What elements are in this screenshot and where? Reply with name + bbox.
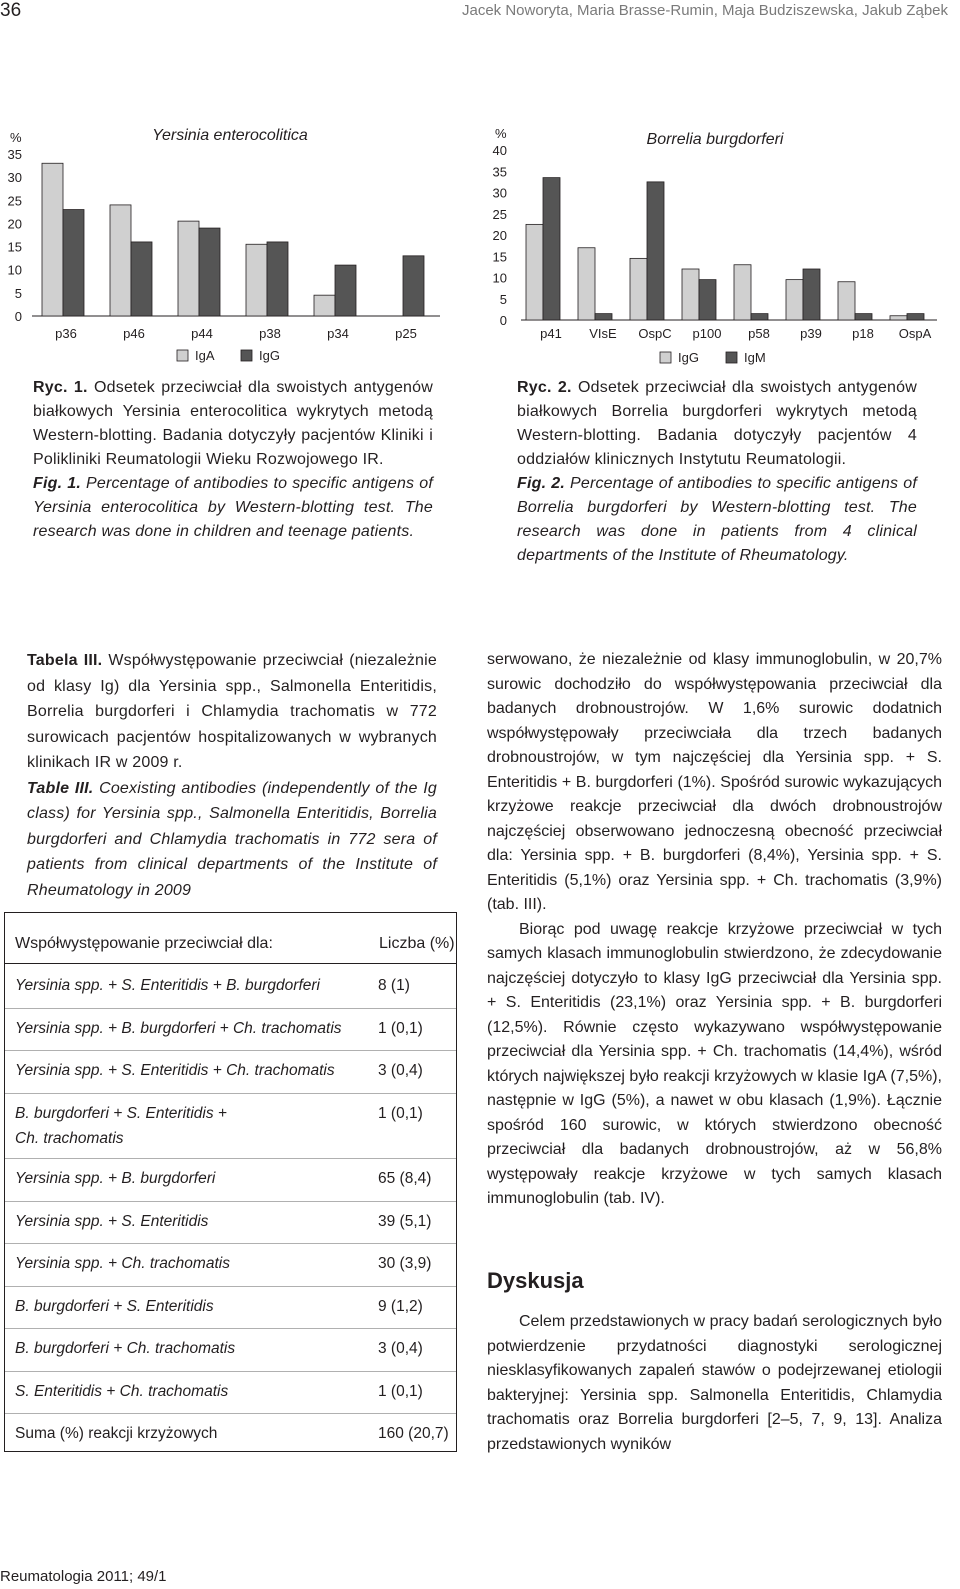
body-text-discussion [487,1310,942,1457]
y-tick-label: 25 [492,206,507,222]
table-3-text-en: Coexisting antibodies (independently of the Ig class) for Yersinia spp., Salmonella Enteritidis, Borrelia burgdorferi and Chlamydia trachomatis in 772 sera of patients from clinical departments of the Institute of Rheumatology in 2009 [27,779,437,899]
table-cell-combination: Yersinia spp. + S. Enteritidis + B. burgdorferi [15,977,320,994]
x-tick-label: OspC [638,326,672,341]
section-heading-dyskusja: Dyskusja [487,1268,584,1293]
table-cell-combination: B. burgdorferi + S. Enteritidis + Ch. trachomatis [15,1105,227,1147]
table-cell-combination: S. Enteritidis + Ch. trachomatis [15,1383,229,1400]
table-cell-count: 8 (1) [378,977,410,994]
bar-iga [110,205,131,316]
figure-2-caption [517,376,917,568]
x-tick-label: VIsE [589,326,617,341]
body-paragraph-3: Celem przedstawionych w pracy badań serologicznych było potwierdzenie przydatności diagnostyki serologicznej niesklasyfikowanych zapaleń stawów o podejrzewanej etiologii bakteryjnej: Yersinia spp. Salmonella Enteritidis, Chlamydia trachomatis oraz Borrelia burgdorferi [2–5, 7, 9, 13]. Analiza przedstawionych wyników [487,1313,942,1453]
y-tick-label: 0 [499,313,507,328]
y-axis-label: % [10,130,22,145]
x-tick-label: p39 [800,326,822,341]
y-tick-label: 15 [492,249,507,265]
bar-igg [526,224,543,320]
bar-igm [907,314,924,320]
y-axis-label: % [495,126,507,141]
body-paragraph-1: serwowano, że niezależnie od klasy immunoglobulin, w 20,7% surowic dochodziło do współwystępowania przeciwciał dla badanych drobnoustrojów. W 1,6% surowic dodatnich współwystępowały przeciwciała dla trzech badanych drobnoustrojów, w tym najczęściej dla Yersinia spp. + S. Enteritidis + B. burgdorferi (1%). Spośród surowic wykazujących krzyżowe reakcje przeciwciał dla dwóch drobnoustrojów najczęściej obserwowano jednoczesną obecność przeciwciał dla: Yersinia spp. + B. burgdorferi (8,4%), Yersinia spp. + S. Enteritidis (5,1%) oraz Yersinia spp. + Ch. trachomatis (3,9%) (tab. III). [487,651,942,913]
x-tick-label: p18 [852,326,874,341]
table-cell-count: 1 (0,1) [378,1383,423,1400]
legend-swatch [241,350,252,361]
x-tick-label: p100 [692,326,722,341]
bar-igg [578,248,595,320]
y-tick-label: 0 [14,309,22,324]
x-tick-label: p46 [123,326,145,341]
table-cell-count: 9 (1,2) [378,1298,423,1315]
x-tick-label: p41 [540,326,562,341]
figure-2-text-en: Percentage of antibodies to specific antigens of Borrelia burgdorferi by Western-blotting test. The research was done in patients from 4 clinical departments of the Institute of Rheumatology. [517,475,917,564]
table-cell-count: 160 (20,7) [378,1425,449,1442]
journal-footer: Reumatologia 2011; 49/1 [0,1568,167,1585]
chart-title: Borrelia burgdorferi [646,131,784,148]
figure-1-label-pl: Ryc. 1. [33,379,88,396]
x-tick-label: p44 [191,326,213,341]
x-tick-label: p58 [748,326,770,341]
table-3-label-pl: Tabela III. [27,652,103,669]
y-tick-label: 10 [492,270,507,286]
bar-igm [803,269,820,320]
figure-1-text-en: Percentage of antibodies to specific antigens of Yersinia enterocolitica by Western-blotting test. The research was done in children and teenage patients. [33,475,433,540]
bar-iga [178,221,199,316]
table-col-header-count: Liczba (%) [379,935,455,952]
bar-igg [682,269,699,320]
y-tick-label: 20 [7,216,22,232]
bar-igg [199,228,220,316]
figure-2-text-pl: Odsetek przeciwciał dla swoistych antygenów białkowych Borrelia burgdorferi wykrytych metodą Western-blotting. Badania dotyczyły pacjentów 4 oddziałów klinicznych Instytutu Reumatologii. [517,379,917,468]
bar-igm [543,178,560,320]
legend-swatch [660,352,671,363]
table-3 [4,912,457,1452]
figure-1-label-en: Fig. 1. [33,475,81,492]
x-tick-label: p25 [395,326,417,341]
table-row-divider [5,1243,456,1244]
bar-igg [63,210,84,316]
chart-borrelia [485,118,960,370]
bar-igg [267,242,288,316]
y-tick-label: 30 [492,185,507,201]
bar-igg [734,265,751,320]
table-row-divider [5,1093,456,1094]
chart-yersinia [0,118,460,370]
table-row-divider [5,1050,456,1051]
y-tick-label: 20 [492,228,507,243]
table-cell-combination: B. burgdorferi + Ch. trachomatis [15,1340,236,1357]
x-tick-label: p38 [259,326,281,341]
table-row-divider [5,1371,456,1372]
table-cell-count: 30 (3,9) [378,1255,432,1272]
bar-igg [131,242,152,316]
bar-igg [630,258,647,320]
bar-igg [786,280,803,320]
y-tick-label: 5 [14,285,22,301]
table-cell-count: 3 (0,4) [378,1062,423,1079]
legend-label: IgG [259,348,280,363]
table-3-label-en: Table III. [27,779,94,797]
chart-title: Yersinia enterocolitica [152,127,308,144]
figure-2-label-en: Fig. 2. [517,475,565,492]
bar-igm [647,182,664,320]
bar-iga [42,163,63,316]
x-tick-label: p34 [327,326,349,341]
table-col-header-combination: Współwystępowanie przeciwciał dla: [15,935,273,952]
bar-igg [403,256,424,316]
y-tick-label: 25 [7,193,22,209]
table-row-divider [5,1286,456,1287]
table-cell-count: 1 (0,1) [378,1020,423,1037]
table-cell-combination: Yersinia spp. + B. burgdorferi [15,1170,216,1187]
y-tick-label: 35 [492,164,507,180]
legend-label: IgM [744,350,766,365]
table-row-divider [5,1413,456,1414]
running-header-authors: Jacek Noworyta, Maria Brasse-Rumin, Maja Budziszewska, Jakub Ząbek [461,2,948,19]
table-3-text-pl: Współwystępowanie przeciwciał (niezależnie od klasy Ig) dla Yersinia spp., Salmonella Enteritidis, Borrelia burgdorferi i Chlamydia trachomatis w 772 surowicach pacjentów hospitalizowanych w wybranych klinikach IR w 2009 r. [27,652,437,771]
legend-swatch [726,352,737,363]
table-cell-combination: Yersinia spp. + B. burgdorferi + Ch. trachomatis [15,1020,342,1037]
bar-iga [246,244,267,316]
bar-iga [314,295,335,316]
y-tick-label: 35 [7,147,22,162]
figure-1-caption [33,376,433,544]
y-tick-label: 5 [499,291,507,307]
bar-igm [855,314,872,320]
y-tick-label: 10 [7,262,22,278]
table-cell-count: 65 (8,4) [378,1170,432,1187]
table-cell-count: 39 (5,1) [378,1213,432,1230]
table-row-divider [5,1201,456,1202]
table-cell-count: 3 (0,4) [378,1340,423,1357]
table-row-divider [5,1158,456,1159]
x-tick-label: p36 [55,326,77,341]
table-cell-combination: Yersinia spp. + S. Enteritidis + Ch. trachomatis [15,1062,335,1079]
legend-label: IgG [678,350,699,365]
bar-igg [838,282,855,320]
table-cell-count: 1 (0,1) [378,1105,423,1122]
table-cell-combination: Yersinia spp. + Ch. trachomatis [15,1255,230,1272]
page-number: 36 [0,0,22,21]
table-cell-combination: B. burgdorferi + S. Enteritidis [15,1298,214,1315]
y-tick-label: 30 [7,170,22,186]
legend-swatch [177,350,188,361]
figure-2-label-pl: Ryc. 2. [517,379,572,396]
table-row-divider [5,1008,456,1009]
table-header-rule [5,963,456,964]
y-tick-label: 15 [7,239,22,255]
table-cell-combination: Suma (%) reakcji krzyżowych [15,1425,218,1442]
x-tick-label: OspA [898,326,932,341]
bar-igg [335,265,356,316]
table-3-caption [27,648,437,903]
bar-igg [890,316,907,320]
bar-igm [699,280,716,320]
bar-igm [751,314,768,320]
body-text-column [487,648,942,1212]
figure-1-text-pl: Odsetek przeciwciał dla swoistych antygenów białkowych Yersinia enterocolitica wykrytych metodą Western-blotting. Badania dotyczyły pacjentów Kliniki i Polikliniki Reumatologii Wieku Rozwojowego IR. [33,379,433,468]
body-paragraph-2: Biorąc pod uwagę reakcje krzyżowe przeciwciał w tych samych klasach immunoglobulin stwierdzono, że zdecydowanie najczęściej dotyczyło to klasy IgG przeciwciał dla Yersinia spp. + S. Enteritidis (23,1%) oraz Yersinia spp. + B. burgdorferi (12,5%). Równie często wykazywano współwystępowanie przeciwciał dla Yersinia spp. + Ch. trachomatis (14,4%), wśród których największej było reakcji krzyżowych w klasie IgA (7,5%), następnie w IgG (5%), a nawet w obu klasach (1,9%). Łącznie spośród 160 surowic, w których stwierdzono obecność przeciwciał dla badanych drobnoustrojów, aż w 56,8% występowały reakcje krzyżowe w tych samych klasach immunoglobulin (tab. IV). [487,920,942,1207]
table-row-divider [5,1328,456,1329]
bar-igm [595,314,612,320]
y-tick-label: 40 [492,143,507,158]
legend-label: IgA [195,348,215,363]
table-cell-combination: Yersinia spp. + S. Enteritidis [15,1213,209,1230]
